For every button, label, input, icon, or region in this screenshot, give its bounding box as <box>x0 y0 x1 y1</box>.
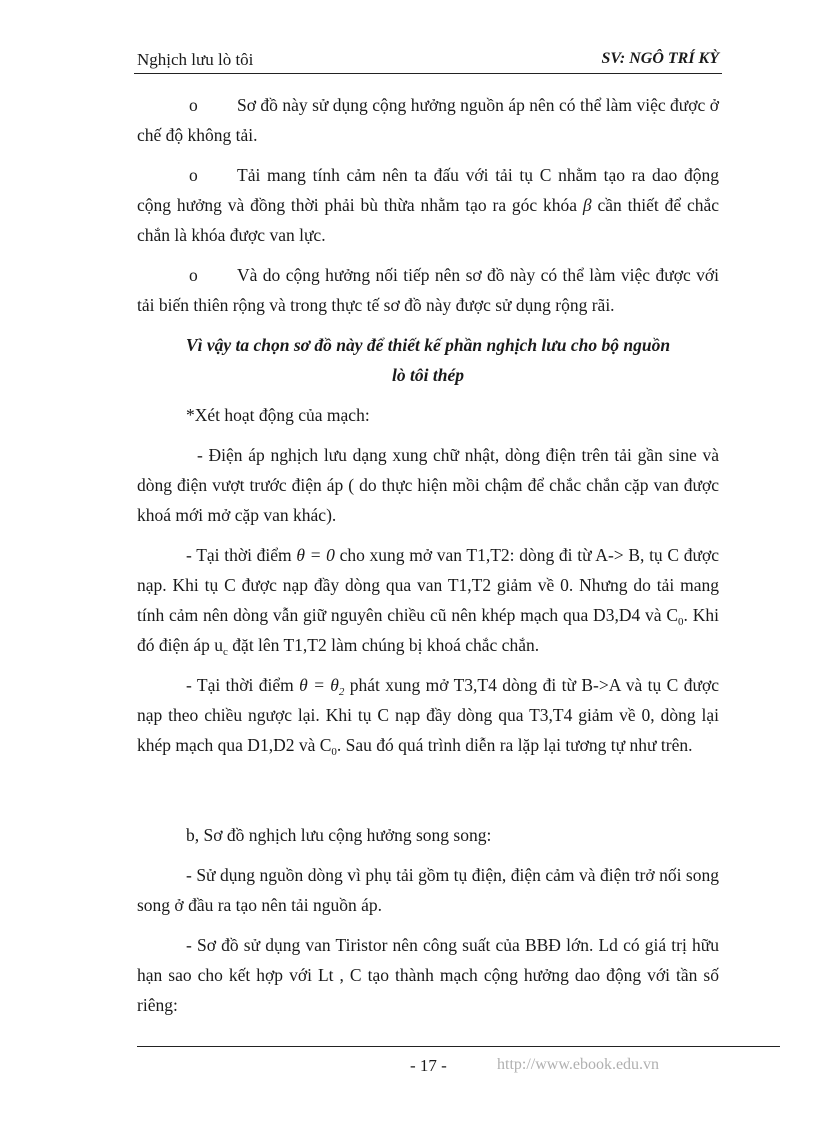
bullet-paragraph: o Sơ đồ này sử dụng cộng hưởng nguồn áp nên có thể làm việc được ở chế độ không tải. <box>137 90 719 150</box>
bullet-paragraph: o Tải mang tính cảm nên ta đấu với tải tụ C nhằm tạo ra dao động cộng hưởng và đồng thời phải bù thừa nhằm tạo ra góc khóa β cần thiết để chắc chắn là khóa được van lực. <box>137 160 719 250</box>
section-label: *Xét hoạt động của mạch: <box>186 405 370 425</box>
footer-url-link[interactable]: http://www.ebook.edu.vn <box>497 1056 660 1073</box>
body-paragraph: - Sơ đồ sử dụng van Tiristor nên công suất của BBĐ lớn. Ld có giá trị hữu hạn sao cho kết hợp với Lt , C tạo thành mạch cộng hưởng dao động với tần số riêng: <box>137 935 719 1015</box>
theta-equation: $\theta = \theta_2$ <box>299 675 345 698</box>
bullet-marker: o <box>189 165 198 185</box>
bullet-paragraph: o Và do cộng hưởng nối tiếp nên sơ đồ này có thể làm việc được với tải biến thiên rộng và trong thực tế sơ đồ này được sử dụng rộng rãi. <box>137 260 719 320</box>
page-header-right: SV: NGÔ TRÍ KỲ <box>601 50 719 67</box>
theta-equation: θ = 0 <box>296 545 335 565</box>
subsection-heading: b, Sơ đồ nghịch lưu cộng hưởng song song: <box>186 825 492 845</box>
body-paragraph: - Tại thời điểm θ = 0 cho xung mở van T1,T2: dòng đi từ A-> B, tụ C được nạp. Khi tụ C được nạp đầy dòng qua van T1,T2 giảm về 0. Nhưng do tải mang tính cảm nên dòng vẫn giữ nguyên chiều cũ nên khép mạch qua D3,D4 và $C_0$. Khi đó điện áp $u_c$ đặt lên T1,T2 làm chúng bị khoá chắc chắn. <box>137 545 719 658</box>
bullet-marker: o <box>189 265 198 285</box>
page-number: - 17 - <box>410 1056 447 1075</box>
body-paragraph: - Điện áp nghịch lưu dạng xung chữ nhật, dòng điện trên tải gần sine và dòng điện vượt trước điện áp ( do thực hiện mồi chậm để chắc chắn cặp van được khoá mới mở cặp van khác). <box>137 445 719 525</box>
body-paragraph: - Tại thời điểm $\theta = \theta_2$ phát xung mở T3,T4 dòng đi từ B->A và tụ C được nạp theo chiều ngược lại. Khi tụ C nạp đầy dòng qua T3,T4 giảm về 0, dòng lại khép mạch qua D1,D2 và $C_0$. Sau đó quá trình diễn ra lặp lại tương tự như trên. <box>137 675 719 758</box>
page-header-left: Nghịch lưu lò tôi <box>137 50 254 69</box>
header-divider <box>134 73 722 74</box>
document-body <box>137 90 719 1030</box>
conclusion-heading: Vì vậy ta chọn sơ đồ này để thiết kế phần nghịch lưu cho bộ nguồn lò tôi thép <box>185 335 671 385</box>
footer-divider <box>137 1046 780 1047</box>
beta-symbol: β <box>582 195 592 215</box>
body-paragraph: - Sử dụng nguồn dòng vì phụ tải gồm tụ điện, điện cảm và điện trở nối song song ở đầu ra tạo nên tải nguồn áp. <box>137 865 719 915</box>
bullet-marker: o <box>189 95 198 115</box>
